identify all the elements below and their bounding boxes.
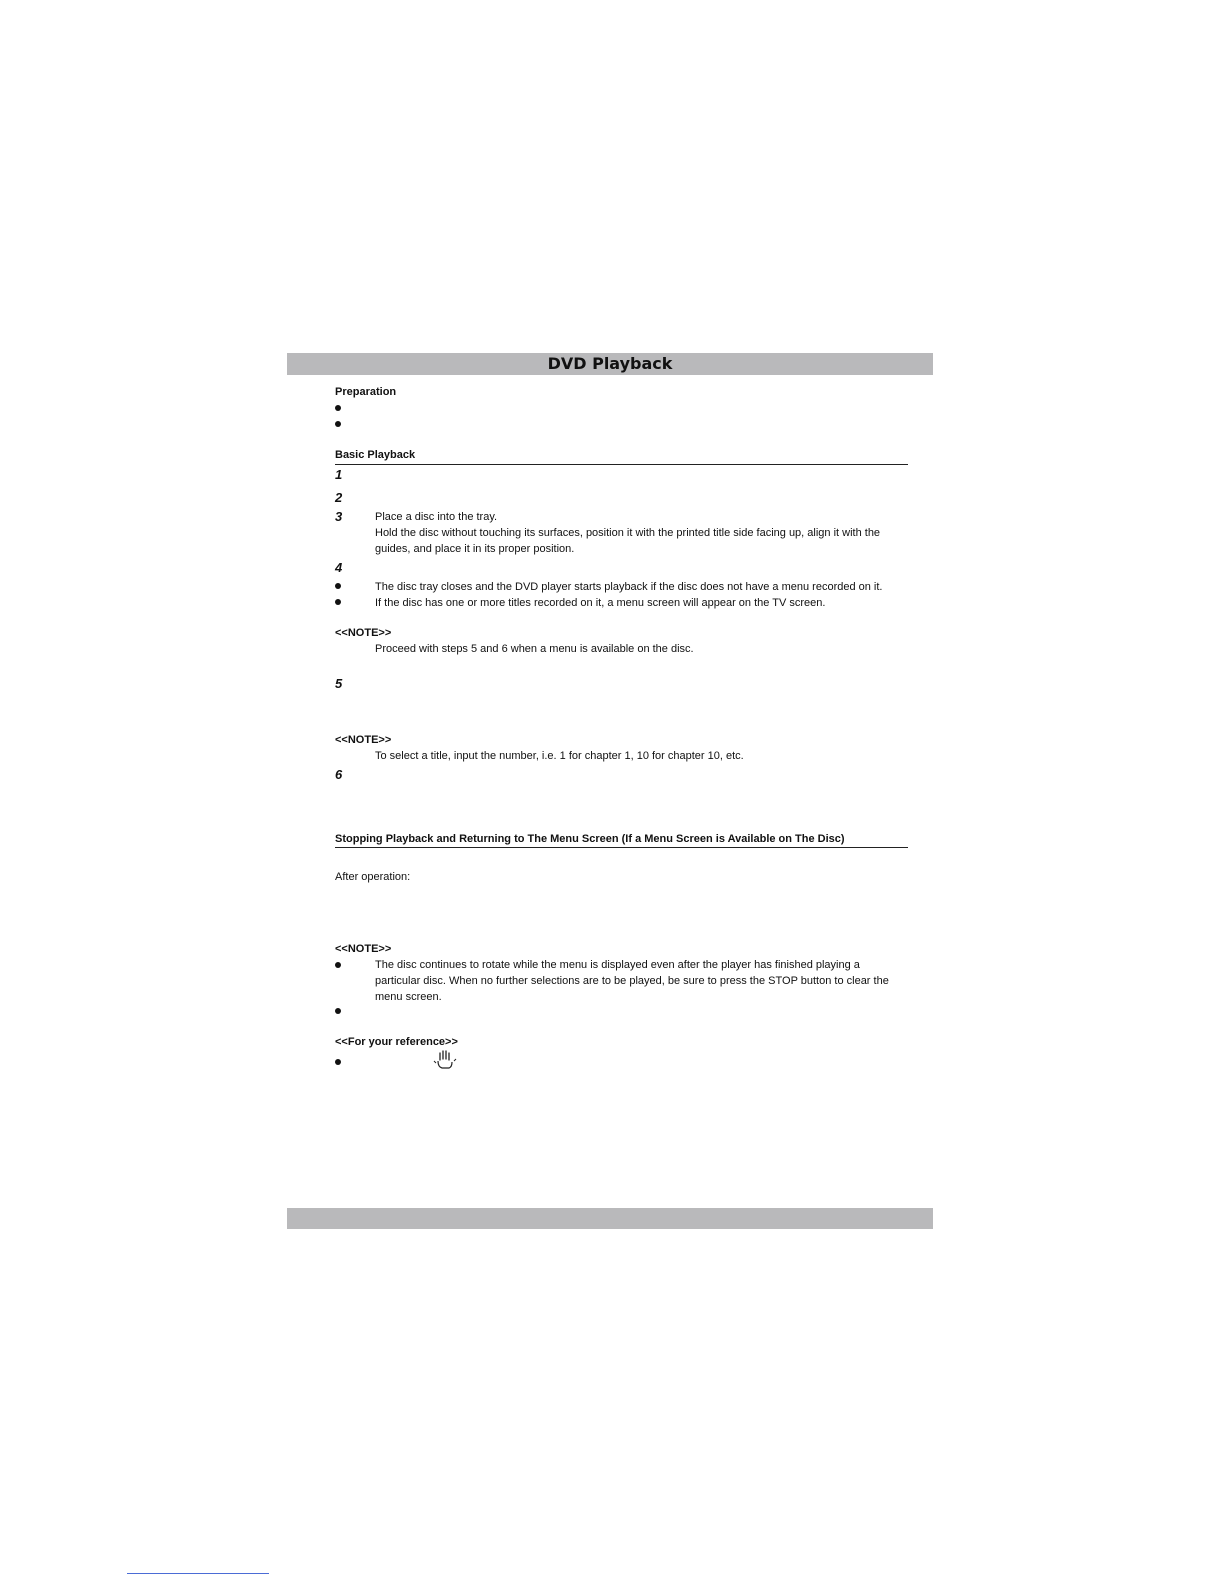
bullet [335,962,341,968]
note-text: To select a title, input the number, i.e. 1 for chapter 1, 10 for chapter 10, etc. [375,750,744,762]
stopping-heading: Stopping Playback and Returning to The Menu Screen (If a Menu Screen is Available on The Disc) [335,833,845,845]
bullet [335,1059,341,1065]
step-number: 2 [335,490,343,505]
step-number: 3 [335,509,343,524]
step-number: 6 [335,767,343,782]
bullet [335,421,341,427]
step-number: 4 [335,560,343,575]
reference-label: <<For your reference>> [335,1036,458,1048]
basic-playback-heading: Basic Playback [335,449,416,461]
note-text: menu screen. [375,991,442,1003]
section-rule [335,464,908,465]
bullet [335,583,341,589]
note-text: particular disc. When no further selections are to be played, be sure to press the STOP button to clear the [375,975,889,987]
note-text: Proceed with steps 5 and 6 when a menu is available on the disc. [375,643,694,655]
bullet [335,405,341,411]
step-text: Place a disc into the tray. [375,511,498,523]
note-label: <<NOTE>> [335,627,392,639]
preparation-heading: Preparation [335,386,397,398]
step-text: Hold the disc without touching its surfaces, position it with the printed title side facing up, align it with the [375,527,881,539]
step-number: 5 [335,676,343,691]
note-text: The disc continues to rotate while the menu is displayed even after the player has finished playing a [375,959,860,971]
note-label: <<NOTE>> [335,734,392,746]
bullet-text: If the disc has one or more titles recorded on it, a menu screen will appear on the TV screen. [375,597,826,609]
bullet [335,1008,341,1014]
footer-underline [127,1573,269,1574]
footer-bar [287,1208,933,1229]
step-number: 1 [335,467,343,482]
note-label: <<NOTE>> [335,943,392,955]
page-title: DVD Playback [547,354,673,373]
section-rule [335,847,908,848]
step-text: guides, and place it in its proper position. [375,543,575,555]
bullet-text: The disc tray closes and the DVD player starts playback if the disc does not have a menu recorded on it. [375,581,883,593]
hand-prohibited-icon [433,1049,457,1071]
bullet [335,599,341,605]
after-operation-text: After operation: [335,871,411,883]
